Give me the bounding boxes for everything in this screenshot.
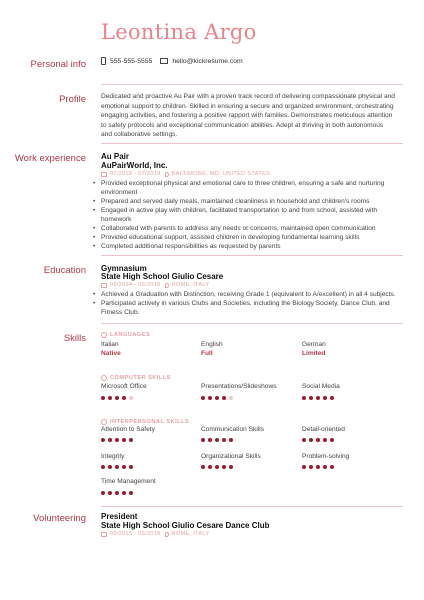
- mail-icon: [160, 58, 168, 64]
- list-item-continuation: homework: [101, 216, 132, 223]
- rating-dot-filled: [302, 396, 306, 400]
- work-location: BALTIMORE, MD, UNITED STATES: [171, 171, 271, 177]
- rating-dot-filled: [323, 396, 327, 400]
- rating-dot-filled: [122, 396, 126, 400]
- volunteering-meta: [101, 531, 209, 537]
- skill-name: Presentations/Slideshows: [201, 383, 277, 390]
- section-profile: Profile: [59, 94, 86, 105]
- rating-dot-filled: [108, 491, 112, 495]
- list-item: • Completed additional responsibilities as requested by parents: [101, 242, 403, 251]
- skill-rating: [101, 396, 136, 400]
- skill-name: Social Media: [302, 383, 340, 390]
- divider: [101, 84, 403, 85]
- language-name: German: [302, 341, 326, 348]
- skill-rating: [101, 465, 136, 469]
- work-title: Au Pair: [101, 152, 130, 161]
- rating-dot-filled: [323, 438, 327, 442]
- work-org: AuPairWorld, Inc.: [101, 161, 168, 170]
- volunteering-dates: 09/2015 - 05/2018: [110, 531, 161, 537]
- rating-dot-filled: [101, 438, 105, 442]
- education-bullets: [101, 290, 403, 317]
- skill-rating: [302, 438, 337, 442]
- calendar-icon: [101, 172, 107, 177]
- divider: [101, 143, 403, 144]
- profile-line: to safety protocols and exceptional communication abilities. Adept at thriving in both autonomous: [101, 121, 384, 129]
- profile-text: [101, 92, 403, 140]
- rating-dot-filled: [309, 438, 313, 442]
- education-meta: [101, 282, 209, 288]
- list-item-continuation: Fitness Club.: [101, 309, 140, 316]
- email-address: hello@kickresume.com: [172, 57, 243, 65]
- rating-dot-filled: [316, 465, 320, 469]
- list-item: • Engaged in active play with children, facilitated transportation to and from school, assisted with: [101, 206, 403, 215]
- rating-dot-filled: [330, 465, 334, 469]
- rating-dot-filled: [302, 438, 306, 442]
- rating-dot-filled: [201, 438, 205, 442]
- skill-rating: [201, 396, 236, 400]
- rating-dot-filled: [222, 465, 226, 469]
- education-dates: 09/2014 - 05/2018: [110, 282, 161, 288]
- profile-line: engaging activities, and fostering a positive rapport with families. Demonstrates meticulous attention: [101, 112, 393, 119]
- language-name: English: [201, 341, 223, 348]
- rating-dot-filled: [215, 438, 219, 442]
- education-title: Gymnasium: [101, 264, 147, 273]
- rating-dot-filled: [208, 396, 212, 400]
- rating-dot-filled: [115, 396, 119, 400]
- skill-name: Detail-oriented: [302, 426, 345, 433]
- section-skills: Skills: [63, 333, 86, 344]
- skill-name: Communication Skills: [201, 426, 265, 433]
- interpersonal-skills-heading: INTERPERSONAL SKILLS: [101, 419, 189, 425]
- phone-icon: [101, 57, 106, 65]
- rating-dot-filled: [309, 465, 313, 469]
- resume-name: Leontina Argo: [101, 20, 257, 44]
- skill-rating: [302, 396, 337, 400]
- language-level: Native: [101, 350, 121, 357]
- rating-dot-filled: [229, 438, 233, 442]
- list-item: • Participated actively in various Clubs and Societies, including the Biology Society, Dance Club, and: [101, 299, 403, 308]
- skill-rating: [201, 465, 236, 469]
- rating-dot-filled: [201, 465, 205, 469]
- rating-dot-filled: [316, 396, 320, 400]
- rating-dot-filled: [129, 491, 133, 495]
- section-personal-info: Personal info: [30, 59, 86, 70]
- rating-dot-filled: [215, 396, 219, 400]
- rating-dot-filled: [122, 465, 126, 469]
- rating-dot-filled: [215, 465, 219, 469]
- skill-name: Time Management: [101, 478, 156, 485]
- section-volunteering: Volunteering: [33, 513, 86, 524]
- rating-dot-filled: [115, 465, 119, 469]
- volunteering-org: State High School Giulio Cesare Dance Club: [101, 521, 270, 530]
- rating-dot-empty: [129, 396, 133, 400]
- rating-dot-filled: [101, 491, 105, 495]
- rating-dot-filled: [208, 465, 212, 469]
- location-pin-icon: [165, 283, 169, 288]
- rating-dot-filled: [108, 465, 112, 469]
- contact-row: [101, 57, 243, 65]
- rating-dot-filled: [122, 491, 126, 495]
- computer-skills-heading: COMPUTER SKILLS: [101, 375, 171, 381]
- language-level: Limited: [302, 350, 326, 357]
- work-meta: [101, 171, 270, 177]
- rating-dot-filled: [129, 438, 133, 442]
- skill-name: Organizational Skills: [201, 453, 261, 460]
- divider: [101, 255, 403, 256]
- rating-dot-filled: [208, 438, 212, 442]
- rating-dot-filled: [101, 396, 105, 400]
- people-icon: [101, 419, 107, 425]
- rating-dot-filled: [222, 396, 226, 400]
- rating-dot-filled: [316, 438, 320, 442]
- profile-line: Dedicated and proactive Au Pair with a proven track record of delivering compassionate physical and: [101, 93, 395, 100]
- list-item: • Collaborated with parents to address any needs or concerns, maintained open communication: [101, 224, 403, 233]
- phone-number: 555-555-5555: [110, 57, 153, 65]
- calendar-icon: [101, 283, 107, 288]
- skill-name: Integrity: [101, 453, 125, 460]
- rating-dot-filled: [309, 396, 313, 400]
- work-bullets: [101, 179, 403, 251]
- languages-heading: LANGUAGES: [101, 332, 150, 338]
- rating-dot-filled: [222, 438, 226, 442]
- rating-dot-filled: [129, 465, 133, 469]
- volunteering-title: President: [101, 512, 138, 521]
- rating-dot-filled: [302, 465, 306, 469]
- skill-name: Problem-solving: [302, 453, 350, 460]
- list-item: • Prepared and served daily meals, maintained cleanliness in household and children's rooms: [101, 197, 403, 206]
- rating-dot-filled: [115, 438, 119, 442]
- language-icon: [101, 332, 107, 338]
- education-org: State High School Giulio Cesare: [101, 272, 224, 281]
- profile-line: and collaborative settings.: [101, 131, 178, 138]
- list-item: • Provided educational support, assisted children in developing fundamental learning skills: [101, 233, 403, 242]
- rating-dot-filled: [330, 438, 334, 442]
- work-dates: 07/2018 - 07/2019: [110, 171, 161, 177]
- rating-dot-filled: [108, 396, 112, 400]
- section-work-experience: Work experience: [14, 153, 86, 164]
- rating-dot-filled: [323, 465, 327, 469]
- skill-rating: [101, 438, 136, 442]
- section-education: Education: [43, 265, 86, 276]
- list-item-continuation: environment: [101, 189, 138, 196]
- skill-name: Microsoft Office: [101, 383, 147, 390]
- rating-dot-filled: [122, 438, 126, 442]
- rating-dot-filled: [330, 396, 334, 400]
- rating-dot-filled: [201, 396, 205, 400]
- rating-dot-filled: [108, 438, 112, 442]
- list-item: • Achieved a Graduation with Distinction, receiving Grade 1 (equivalent to A/excellent) in all 4 subjects.: [101, 290, 403, 299]
- education-location: ROME, ITALY: [171, 282, 210, 288]
- rating-dot-filled: [101, 465, 105, 469]
- skill-rating: [201, 438, 236, 442]
- profile-line: emotional support to children. Skilled in ensuring a secure and organized environment, orchestrating: [101, 102, 394, 110]
- rating-dot-filled: [115, 491, 119, 495]
- calendar-icon: [101, 532, 107, 537]
- rating-dot-empty: [229, 396, 233, 400]
- divider: [101, 323, 403, 324]
- skill-rating: [302, 465, 337, 469]
- list-item: • Provided exceptional physical and emotional care to three children, ensuring a safe and nurturing: [101, 179, 403, 188]
- rating-dot-filled: [229, 465, 233, 469]
- location-pin-icon: [165, 172, 169, 177]
- location-pin-icon: [165, 532, 169, 537]
- computer-icon: [101, 375, 107, 381]
- divider: [101, 506, 403, 507]
- volunteering-location: ROME, ITALY: [171, 531, 210, 537]
- skill-name: Attention to Safety: [101, 426, 155, 433]
- skill-rating: [101, 491, 136, 495]
- language-name: Italian: [101, 341, 119, 348]
- language-level: Full: [201, 350, 213, 357]
